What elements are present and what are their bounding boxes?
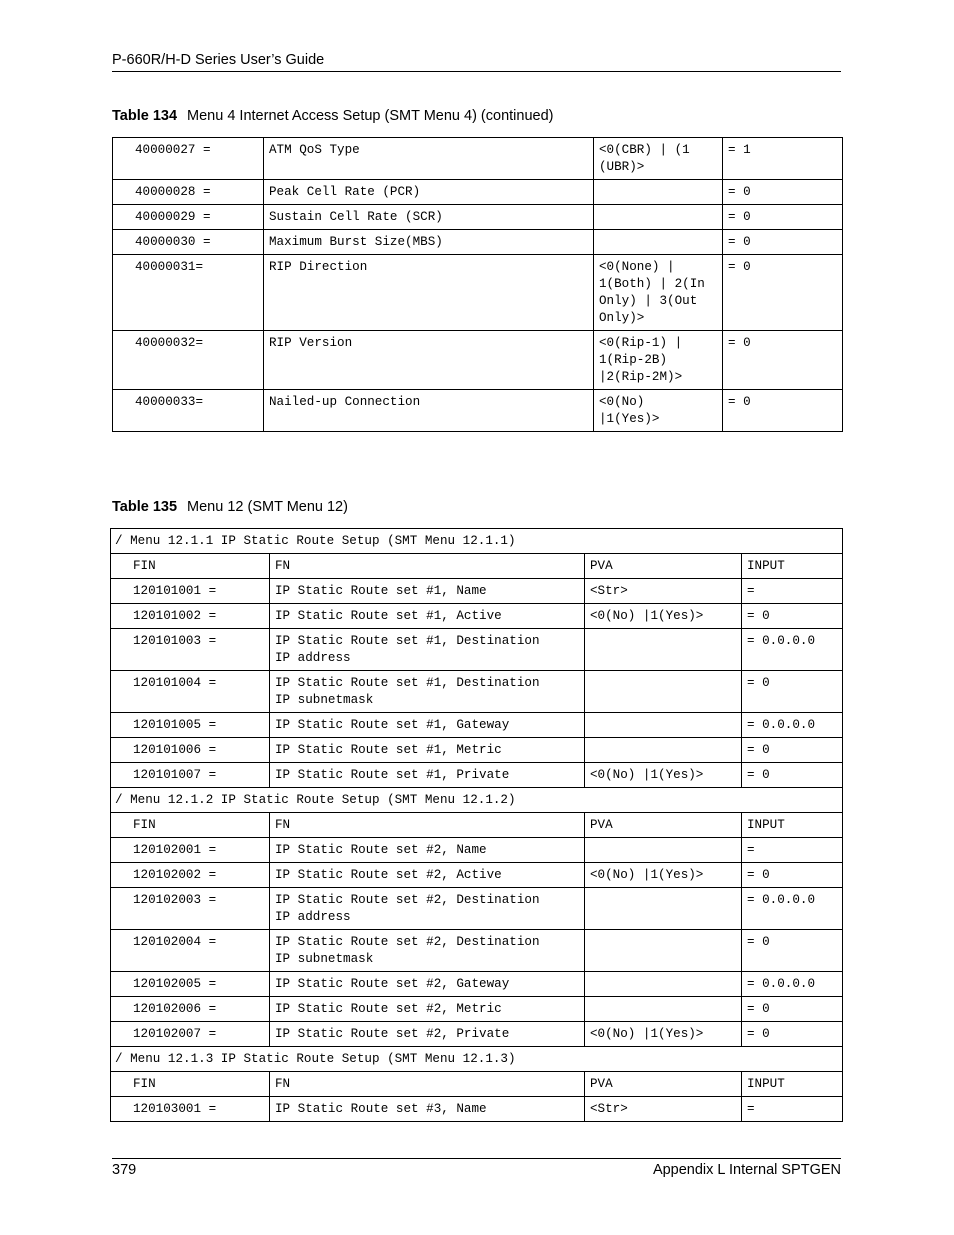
- input-cell: = 0: [723, 390, 843, 432]
- fin-cell: 120102002 =: [111, 863, 270, 888]
- table-row: [111, 838, 843, 863]
- fin-cell: 40000027 =: [113, 138, 264, 180]
- pva-cell: [585, 997, 742, 1022]
- input-cell: =: [742, 579, 843, 604]
- pva-cell: <0(CBR) | (1 (UBR)>: [594, 138, 723, 180]
- column-header: FN: [270, 813, 585, 838]
- input-cell: = 0: [742, 863, 843, 888]
- table-134: [112, 137, 843, 432]
- fin-cell: 40000033=: [113, 390, 264, 432]
- pva-cell: <0(No) |1(Yes)>: [585, 763, 742, 788]
- input-cell: = 0: [723, 331, 843, 390]
- fin-cell: 120101001 =: [111, 579, 270, 604]
- fn-cell: Maximum Burst Size(MBS): [264, 230, 594, 255]
- input-cell: = 0: [723, 180, 843, 205]
- fin-cell: 40000032=: [113, 331, 264, 390]
- table-row: [111, 579, 843, 604]
- pva-cell: <0(None) | 1(Both) | 2(In Only) | 3(Out Only)>: [594, 255, 723, 331]
- table-row: [111, 671, 843, 713]
- pva-cell: [594, 205, 723, 230]
- table-row: [111, 713, 843, 738]
- table-row: [111, 604, 843, 629]
- column-header: FIN: [111, 813, 270, 838]
- table-row: [111, 629, 843, 671]
- fin-cell: 120101003 =: [111, 629, 270, 671]
- table-row: [113, 180, 843, 205]
- input-cell: = 0: [742, 930, 843, 972]
- fn-cell: IP Static Route set #2, Gateway: [270, 972, 585, 997]
- section-title-row: [111, 1047, 843, 1072]
- column-header-row: [111, 1072, 843, 1097]
- page-number: 379: [112, 1162, 137, 1178]
- fn-cell: Nailed-up Connection: [264, 390, 594, 432]
- pva-cell: <0(No) |1(Yes)>: [585, 604, 742, 629]
- pva-cell: <0(No) |1(Yes)>: [585, 1022, 742, 1047]
- table-135-caption: [112, 499, 348, 515]
- table-row: [113, 331, 843, 390]
- fn-cell: IP Static Route set #1, Name: [270, 579, 585, 604]
- input-cell: = 0.0.0.0: [742, 888, 843, 930]
- pva-cell: <0(Rip-1) | 1(Rip-2B) |2(Rip-2M)>: [594, 331, 723, 390]
- fin-cell: 120102005 =: [111, 972, 270, 997]
- table-134-title: Menu 4 Internet Access Setup (SMT Menu 4) (continued): [187, 108, 554, 124]
- fin-cell: 120103001 =: [111, 1097, 270, 1122]
- table-row: [113, 205, 843, 230]
- column-header: PVA: [585, 554, 742, 579]
- input-cell: =: [742, 1097, 843, 1122]
- table-row: [111, 763, 843, 788]
- input-cell: = 0.0.0.0: [742, 629, 843, 671]
- pva-cell: <Str>: [585, 579, 742, 604]
- fn-cell: IP Static Route set #1, Metric: [270, 738, 585, 763]
- fin-cell: 40000030 =: [113, 230, 264, 255]
- fn-cell: RIP Version: [264, 331, 594, 390]
- fn-cell: IP Static Route set #1, Gateway: [270, 713, 585, 738]
- table-134-caption: [112, 108, 553, 124]
- pva-cell: <0(No) |1(Yes)>: [585, 863, 742, 888]
- input-cell: = 1: [723, 138, 843, 180]
- pva-cell: [585, 671, 742, 713]
- table-row: [111, 863, 843, 888]
- header-divider: [112, 71, 841, 72]
- fn-cell: Peak Cell Rate (PCR): [264, 180, 594, 205]
- section-title: / Menu 12.1.1 IP Static Route Setup (SMT Menu 12.1.1): [111, 529, 843, 554]
- pva-cell: [585, 629, 742, 671]
- column-header-row: [111, 813, 843, 838]
- input-cell: = 0: [742, 997, 843, 1022]
- fn-cell: IP Static Route set #2, Destination IP subnetmask: [270, 930, 585, 972]
- pva-cell: [585, 888, 742, 930]
- fin-cell: 120102007 =: [111, 1022, 270, 1047]
- fn-cell: IP Static Route set #2, Metric: [270, 997, 585, 1022]
- table-row: [111, 738, 843, 763]
- column-header: FIN: [111, 554, 270, 579]
- pva-cell: [594, 230, 723, 255]
- section-title: / Menu 12.1.2 IP Static Route Setup (SMT Menu 12.1.2): [111, 788, 843, 813]
- fin-cell: 120102001 =: [111, 838, 270, 863]
- pva-cell: [585, 930, 742, 972]
- input-cell: =: [742, 838, 843, 863]
- fin-cell: 120101005 =: [111, 713, 270, 738]
- footer-section-title: Appendix L Internal SPTGEN: [652, 1162, 841, 1178]
- column-header: INPUT: [742, 1072, 843, 1097]
- footer-divider: [112, 1158, 841, 1159]
- table-row: [113, 255, 843, 331]
- table-row: [113, 138, 843, 180]
- table-135: [110, 528, 843, 1122]
- fn-cell: IP Static Route set #1, Private: [270, 763, 585, 788]
- pva-cell: <Str>: [585, 1097, 742, 1122]
- fn-cell: IP Static Route set #1, Destination IP address: [270, 629, 585, 671]
- fin-cell: 40000028 =: [113, 180, 264, 205]
- fin-cell: 120102003 =: [111, 888, 270, 930]
- fin-cell: 120101006 =: [111, 738, 270, 763]
- table-row: [111, 1022, 843, 1047]
- section-title-row: [111, 788, 843, 813]
- fn-cell: Sustain Cell Rate (SCR): [264, 205, 594, 230]
- input-cell: = 0: [742, 738, 843, 763]
- pva-cell: [585, 838, 742, 863]
- pva-cell: [585, 738, 742, 763]
- table-row: [113, 390, 843, 432]
- column-header: PVA: [585, 813, 742, 838]
- fn-cell: ATM QoS Type: [264, 138, 594, 180]
- column-header: FN: [270, 1072, 585, 1097]
- table-row: [111, 997, 843, 1022]
- input-cell: = 0: [742, 1022, 843, 1047]
- section-title-row: [111, 529, 843, 554]
- column-header: INPUT: [742, 813, 843, 838]
- fin-cell: 120102004 =: [111, 930, 270, 972]
- table-row: [111, 1097, 843, 1122]
- fn-cell: IP Static Route set #1, Destination IP subnetmask: [270, 671, 585, 713]
- fin-cell: 120101004 =: [111, 671, 270, 713]
- input-cell: = 0: [742, 604, 843, 629]
- fin-cell: 120102006 =: [111, 997, 270, 1022]
- fn-cell: IP Static Route set #2, Private: [270, 1022, 585, 1047]
- pva-cell: [585, 713, 742, 738]
- page-header-title: P-660R/H-D Series User’s Guide: [112, 52, 325, 68]
- fn-cell: IP Static Route set #2, Name: [270, 838, 585, 863]
- section-title: / Menu 12.1.3 IP Static Route Setup (SMT Menu 12.1.3): [111, 1047, 843, 1072]
- column-header: FN: [270, 554, 585, 579]
- input-cell: = 0: [723, 255, 843, 331]
- input-cell: = 0.0.0.0: [742, 972, 843, 997]
- pva-cell: [594, 180, 723, 205]
- fin-cell: 120101002 =: [111, 604, 270, 629]
- table-row: [111, 888, 843, 930]
- input-cell: = 0.0.0.0: [742, 713, 843, 738]
- table-134-label: Table 134: [112, 108, 178, 124]
- fn-cell: IP Static Route set #2, Destination IP address: [270, 888, 585, 930]
- input-cell: = 0: [742, 763, 843, 788]
- fin-cell: 120101007 =: [111, 763, 270, 788]
- fn-cell: RIP Direction: [264, 255, 594, 331]
- column-header-row: [111, 554, 843, 579]
- table-row: [113, 230, 843, 255]
- fn-cell: IP Static Route set #1, Active: [270, 604, 585, 629]
- column-header: PVA: [585, 1072, 742, 1097]
- pva-cell: <0(No) |1(Yes)>: [594, 390, 723, 432]
- table-135-label: Table 135: [112, 499, 178, 515]
- input-cell: = 0: [742, 671, 843, 713]
- column-header: FIN: [111, 1072, 270, 1097]
- fin-cell: 40000029 =: [113, 205, 264, 230]
- table-row: [111, 972, 843, 997]
- fin-cell: 40000031=: [113, 255, 264, 331]
- table-135-title: Menu 12 (SMT Menu 12): [187, 499, 348, 515]
- fn-cell: IP Static Route set #2, Active: [270, 863, 585, 888]
- input-cell: = 0: [723, 205, 843, 230]
- column-header: INPUT: [742, 554, 843, 579]
- fn-cell: IP Static Route set #3, Name: [270, 1097, 585, 1122]
- input-cell: = 0: [723, 230, 843, 255]
- table-row: [111, 930, 843, 972]
- pva-cell: [585, 972, 742, 997]
